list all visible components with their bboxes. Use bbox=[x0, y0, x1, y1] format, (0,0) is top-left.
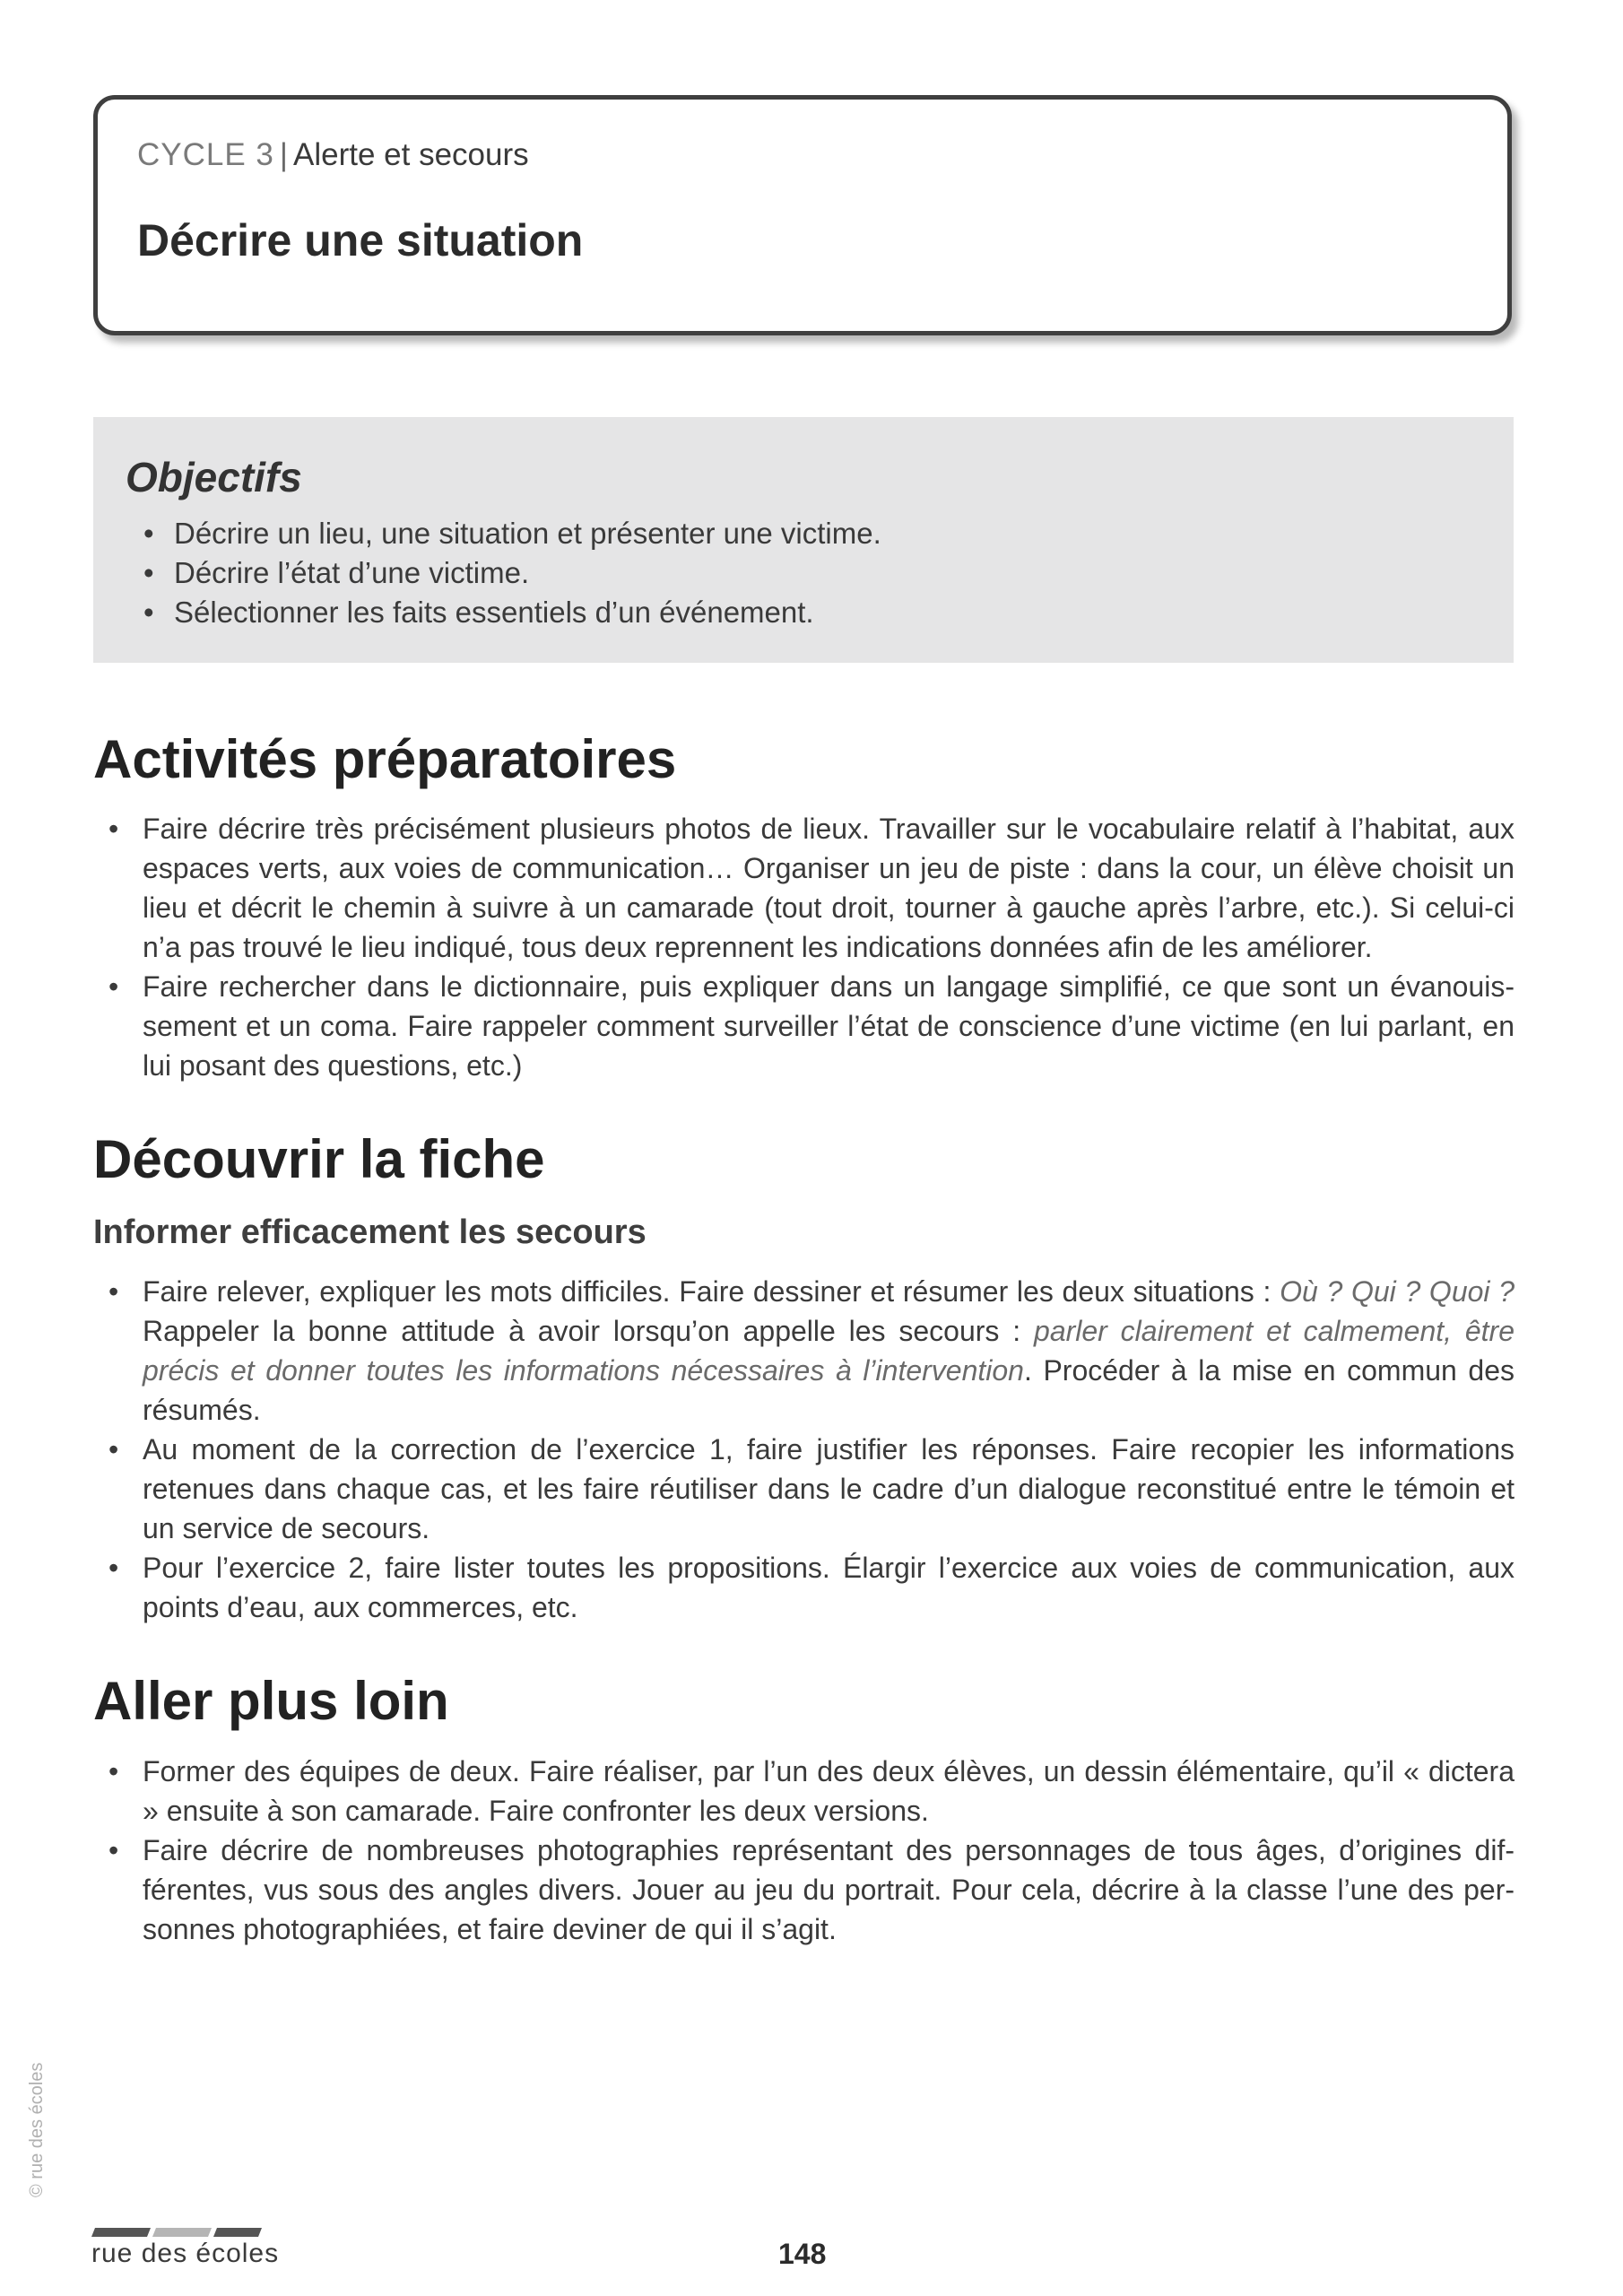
decouvrir-italic: Où ? Qui ? Quoi ? bbox=[1280, 1275, 1515, 1308]
section-title-aller-plus-loin: Aller plus loin bbox=[93, 1671, 449, 1731]
activites-item: • Faire rechercher dans le dictionnaire, puis expliquer dans un langage simplifié, ce que sont un évanouissement et un coma. Faire rappeler comment surveiller l’état de conscience d’une victime (en lui parlant, en lui posant des questions, etc.) bbox=[143, 967, 1515, 1085]
activites-item: • Faire décrire très précisément plusieurs photos de lieux. Travailler sur le vocabulaire relatif à l’habitat, aux espaces verts, aux voies de communication… Organiser un jeu de piste : dans la cour, un élève choisit un lieu et décrit le chemin à suivre à un camarade (tout droit, tourner à gauche après l’arbre, etc.). Si celui-ci n’a pas trouvé le lieu indiqué, tous deux reprennent les indications données afin de les améliorer. bbox=[143, 809, 1515, 967]
objective-item: • Décrire l’état d’une victime. bbox=[174, 553, 1514, 593]
publisher-name: rue des écoles bbox=[91, 2239, 280, 2268]
page-number: 148 bbox=[778, 2238, 827, 2270]
decouvrir-text: . Procéder à la mise en commun des résumés. bbox=[143, 1354, 1515, 1426]
cycle-line bbox=[137, 137, 529, 173]
activites-list bbox=[143, 809, 1515, 1085]
decouvrir-text: Rappeler la bonne attitude à avoir lorsqu’on appelle les secours : bbox=[143, 1315, 1035, 1347]
objectives-box bbox=[93, 417, 1514, 663]
decouvrir-italic: parler clairement et calmement, être précis et donner toutes les informations nécessaires à l’intervention bbox=[143, 1315, 1515, 1387]
publisher-logo bbox=[91, 2228, 280, 2273]
objectives-list bbox=[126, 514, 1514, 632]
objectives-title: Objectifs bbox=[126, 454, 302, 500]
header-box bbox=[93, 95, 1512, 335]
aller-plus-loin-item: • Former des équipes de deux. Faire réaliser, par l’un des deux élèves, un dessin élémentaire, qu’il « dictera » ensuite à son camarade. Faire confronter les deux versions. bbox=[143, 1752, 1515, 1831]
separator: | bbox=[279, 137, 288, 172]
section-title-activites: Activités préparatoires bbox=[93, 729, 677, 789]
section-title-decouvrir: Découvrir la fiche bbox=[93, 1129, 545, 1189]
objective-item: • Décrire un lieu, une situation et présenter une victime. bbox=[174, 514, 1514, 553]
decouvrir-text: Faire relever, expliquer les mots difficiles. Faire dessiner et résumer les deux situations : bbox=[143, 1275, 1280, 1308]
decouvrir-item bbox=[143, 1272, 1515, 1430]
subject-label: Alerte et secours bbox=[293, 137, 529, 172]
copyright-notice: © rue des écoles bbox=[27, 2062, 47, 2197]
decouvrir-item: • Pour l’exercice 2, faire lister toutes les propositions. Élargir l’exercice aux voies de communication, aux points d’eau, aux commerces, etc. bbox=[143, 1548, 1515, 1627]
logo-bars-icon bbox=[91, 2228, 264, 2239]
decouvrir-item: • Au moment de la correction de l’exercice 1, faire justifier les réponses. Faire recopier les informations retenues dans chaque cas, et les faire réutiliser dans le cadre d’un dialogue reconstitué entre le témoin et un service de secours. bbox=[143, 1430, 1515, 1548]
cycle-label: CYCLE 3 bbox=[137, 137, 274, 172]
decouvrir-list bbox=[143, 1272, 1515, 1627]
aller-plus-loin-item: • Faire décrire de nombreuses photographies représentant des personnages de tous âges, d’origines différentes, vus sous des angles divers. Jouer au jeu du portrait. Pour cela, décrire à la classe l’une des personnes photographiées, et faire deviner de qui il s’agit. bbox=[143, 1831, 1515, 1949]
aller-plus-loin-list bbox=[143, 1752, 1515, 1949]
decouvrir-subtitle: Informer efficacement les secours bbox=[93, 1213, 647, 1251]
objective-item: • Sélectionner les faits essentiels d’un événement. bbox=[174, 593, 1514, 632]
page-title: Décrire une situation bbox=[137, 215, 584, 265]
